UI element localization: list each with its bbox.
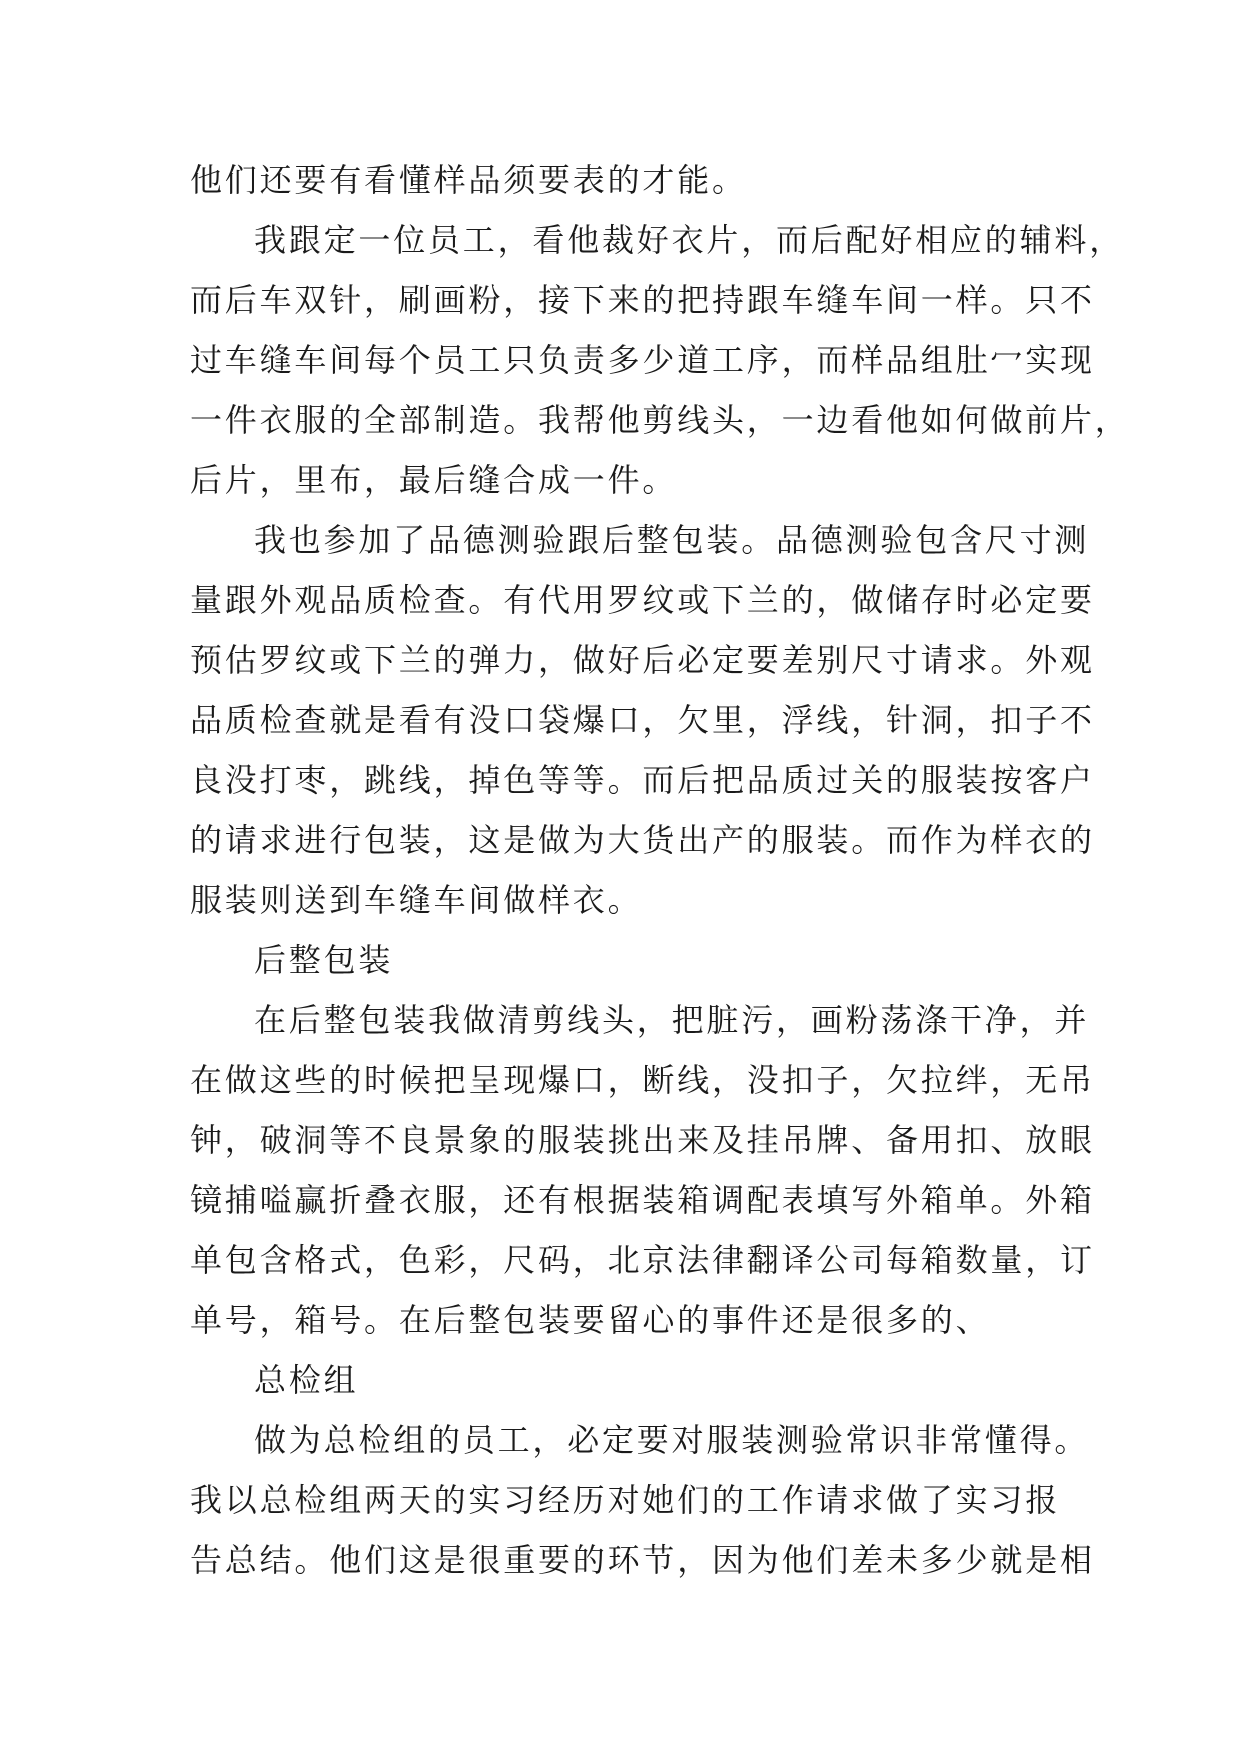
text-line: 总检组 [254, 1361, 359, 1399]
text-line: 量跟外观品质检查。有代用罗纹或下兰的，做储存时必定要 [190, 581, 1095, 619]
text-line: 我以总检组两天的实习经历对她们的工作请求做了实习报 [190, 1481, 1061, 1519]
text-line: 后片，里布，最后缝合成一件。 [190, 461, 678, 499]
text-line: 品质检查就是看有没口袋爆口，欠里，浮线，针洞，扣子不 [190, 701, 1095, 739]
document-body [190, 150, 1130, 1590]
text-line: 在做这些的时候把呈现爆口，断线，没扣子，欠拉绊，无吊 [190, 1061, 1095, 1099]
text-line: 的请求进行包装，这是做为大货出产的服装。而作为样衣的 [190, 821, 1095, 859]
text-line: 我跟定一位员工，看他裁好衣片，而后配好相应的辅料， [254, 221, 1125, 259]
text-line: 过车缝车间每个员工只负责多少道工序，而样品组肚冖实现 [190, 341, 1095, 379]
text-line: 良没打枣，跳线，掉色等等。而后把品质过关的服装按客户 [190, 761, 1095, 799]
text-line: 而后车双针，刷画粉，接下来的把持跟车缝车间一样。只不 [190, 281, 1095, 319]
text-line: 后整包装 [254, 941, 394, 979]
text-line: 告总结。他们这是很重要的环节，因为他们差未多少就是相 [190, 1541, 1095, 1579]
text-line: 单号，箱号。在后整包装要留心的事件还是很多的、 [190, 1301, 991, 1339]
text-line: 我也参加了品德测验跟后整包装。品德测验包含尺寸测 [254, 521, 1090, 559]
text-line: 一件衣服的全部制造。我帮他剪线头，一边看他如何做前片， [190, 401, 1130, 439]
text-line: 钟，破洞等不良景象的服装挑出来及挂吊牌、备用扣、放眼 [190, 1121, 1095, 1159]
text-line: 他们还要有看懂样品须要表的才能。 [190, 161, 747, 199]
text-line: 预估罗纹或下兰的弹力，做好后必定要差别尺寸请求。外观 [190, 641, 1095, 679]
text-line: 镜捕嗌赢折叠衣服，还有根据装箱调配表填写外箱单。外箱 [190, 1181, 1095, 1219]
text-line: 做为总检组的员工，必定要对服装测验常识非常懂得。 [254, 1421, 1090, 1459]
text-line: 单包含格式，色彩，尺码，北京法律翻译公司每箱数量，订 [190, 1241, 1095, 1279]
text-line: 服装则送到车缝车间做样衣。 [190, 881, 643, 919]
text-line: 在后整包装我做清剪线头，把脏污，画粉荡涤干净，并 [254, 1001, 1090, 1039]
